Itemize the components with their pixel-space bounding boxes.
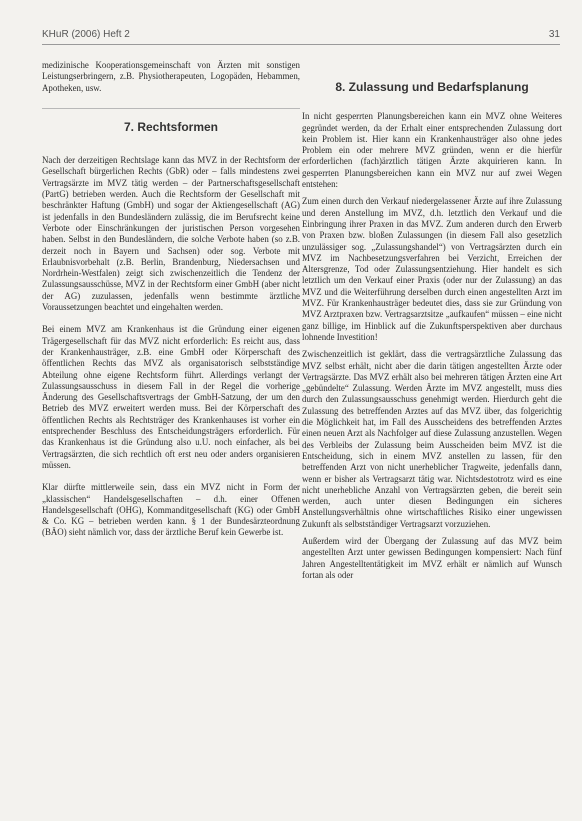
- journal-reference: KHuR (2006) Heft 2: [42, 29, 130, 40]
- body-paragraph: In nicht gesperrten Planungsbereichen kann ein MVZ ohne Weiteres gegründet werden, da der Erhalt einer entsprechenden Zulassung dort kein Problem ist. Hier kann ein Krankenhausträger also ohne jedes Problem ein oder mehrere MVZ gründen, wenn er die hierfür erforderlichen (fach)ärztlich tätigen Ärzte akquirieren kann. In gesperrten Planungsbereichen kann ein MVZ nur auf zwei Wegen entstehen:: [302, 111, 562, 190]
- body-paragraph: Zum einen durch den Verkauf niedergelassener Ärzte auf ihre Zulassung und deren Anstellung im MVZ, d.h. letztlich den Verkauf und die Einbringung ihrer Praxen in das MVZ. Zum anderen durch den Erwerb von Praxen bzw. bloßen Zulassungen (in diesem Fall also gesetzlich unzulässiger sog. „Zulassungshandel“) von Vertragsärzten durch ein MVZ im Nachbesetzungsverfahren bei Verzicht, Erreichen der Altersgrenze, Tod oder Zulassungsentziehung. Hier handelt es sich letztlich um den Verkauf einer Praxis (oder nur der Zulassung) an das MVZ und die Weiterführung derselben durch einen angestellten Arzt im MVZ. Für Krankenhausträger bedeutet dies, dass sie zur Gründung von MVZ Arztpraxen bzw. Vertragsarztsitze „aufkaufen“ müssen – eine nicht ganz billige, im Hinblick auf die Zukunftsperspektiven aber durchaus lohnende Investition!: [302, 196, 562, 342]
- body-paragraph: Zwischenzeitlich ist geklärt, dass die vertragsärztliche Zulassung das MVZ selbst erhält, nicht aber die darin tätigen angestellten Ärzte oder Vertragsärzte. Das MVZ erhält also bei mehreren tätigen Ärzten eine Art „gebündelte“ Zulassung. Werden Ärzte im MVZ angestellt, muss dies durch den Zulassungsausschuss genehmigt werden. Hierdurch geht die Zulassung des betreffenden Arztes auf das MVZ über, das folgerichtig die Möglichkeit hat, im Fall des Ausscheidens des betreffenden Arztes einen neuen Arzt als Nachfolger auf diese Zulassung anzustellen. Wegen des Verbleibs der Zulassung beim Ausscheiden beim MVZ ist die Entscheidung, sich in einem MVZ anstellen zu lassen, für den betreffenden Arzt von nicht unerheblicher Tragweite, jedenfalls dann, wenn er bisher als Vertragsarzt tätig war. Nichtsdestotrotz wird es eine nicht unerhebliche Anzahl von Vertragsärzten geben, die bereit sein werden, auch unter diesen Bedingungen ein sicheres Anstellungsverhältnis ohne wirtschaftliches Risiko einer ungewissen Zukunft als selbstständiger Vertragsarzt vorzuziehen.: [302, 349, 562, 529]
- section-heading-rechtsformen: 7. Rechtsformen: [42, 108, 300, 133]
- right-column: [302, 60, 562, 587]
- page-number: 31: [548, 29, 560, 40]
- intro-paragraph: medizinische Kooperationsgemeinschaft von Ärzten mit sonstigen Leistungserbringern, z.B. Physiotherapeuten, Logopäden, Hebammen, Apotheken, usw.: [42, 60, 300, 93]
- body-paragraph: Außerdem wird der Übergang der Zulassung auf das MVZ beim angestellten Arzt unter gewissen Bedingungen kompensiert: Nach fünf Jahren Angestelltentätigkeit im MVZ erhält er nämlich auf Wunsch fortan als oder: [302, 535, 562, 580]
- left-column: [42, 60, 300, 550]
- body-paragraph: Nach der derzeitigen Rechtslage kann das MVZ in der Rechtsform der Gesellschaft bürgerlichen Rechts (GbR) oder – falls mindestens zwei Vertragsärzte im MVZ tätig werden – der Partnerschaftsgesellschaft (PartG) betrieben werden. Auch die Rechtsform der Gesellschaft mit beschränkter Haftung (GmbH) und sogar der Aktiengesellschaft (AG) ist jedenfalls in den Bundesländern zulässig, die im Berufsrecht keine Verbote oder Einschränkungen der juristischen Person vorgesehen haben. Selbst in den Bundesländern, die solche Verbote haben (so z.B. derzeit noch in Bayern und Sachsen) oder sog. Verbote mit Erlaubnisvorbehalt (z.B. Berlin, Brandenburg, Niedersachsen und Nordrhein-Westfalen) zeigt sich zwischenzeitlich die Tendenz der Zulassungsausschüsse, MVZ in der Rechtsform einer GmbH (aber nicht der AG) zuzulassen, jedenfalls wenn bestimmte ärztliche Voraussetzungen beachtet und eingehalten werden.: [42, 155, 300, 313]
- section-heading-zulassung: 8. Zulassung und Bedarfsplanung: [335, 80, 529, 94]
- body-paragraph: Bei einem MVZ am Krankenhaus ist die Gründung einer eigenen Trägergesellschaft für das MVZ nicht erforderlich: Es reicht aus, dass der Krankenhausträger, z.B. eine GmbH oder Körperschaft des öffentlichen Rechts das MVZ als organisatorisch selbstständige Abteilung ohne eigene Rechtsform führt. Allerdings verlangt der Zulassungsausschuss in diesem Fall in der Regel die vorherige Änderung des Gesellschaftsvertrags der GmbH-Satzung, der um den Betrieb des MVZ erweitert werden muss. Bei der Körperschaft des öffentlichen Rechts als Rechtsträger des Krankenhauses ist vorher ein entsprechender Beschluss des Entscheidungsträgers erforderlich. Für das Krankenhaus ist die Gründung also u.U. noch einfacher, als bei Vertragsärzten, die sich rechtlich oft erst neu oder anders organisieren müssen.: [42, 324, 300, 470]
- header-divider: [42, 44, 560, 45]
- body-paragraph: Klar dürfte mittlerweile sein, dass ein MVZ nicht in Form der „klassischen“ Handelsgesellschaften – d.h. einer Offenen Handelsgesellschaft (OHG), Kommanditgesellschaft (KG) oder GmbH & Co. KG – betrieben werden kann. § 1 der Bundesärzteordnung (BÄO) sieht nämlich vor, dass der ärztliche Beruf kein Gewerbe ist.: [42, 482, 300, 538]
